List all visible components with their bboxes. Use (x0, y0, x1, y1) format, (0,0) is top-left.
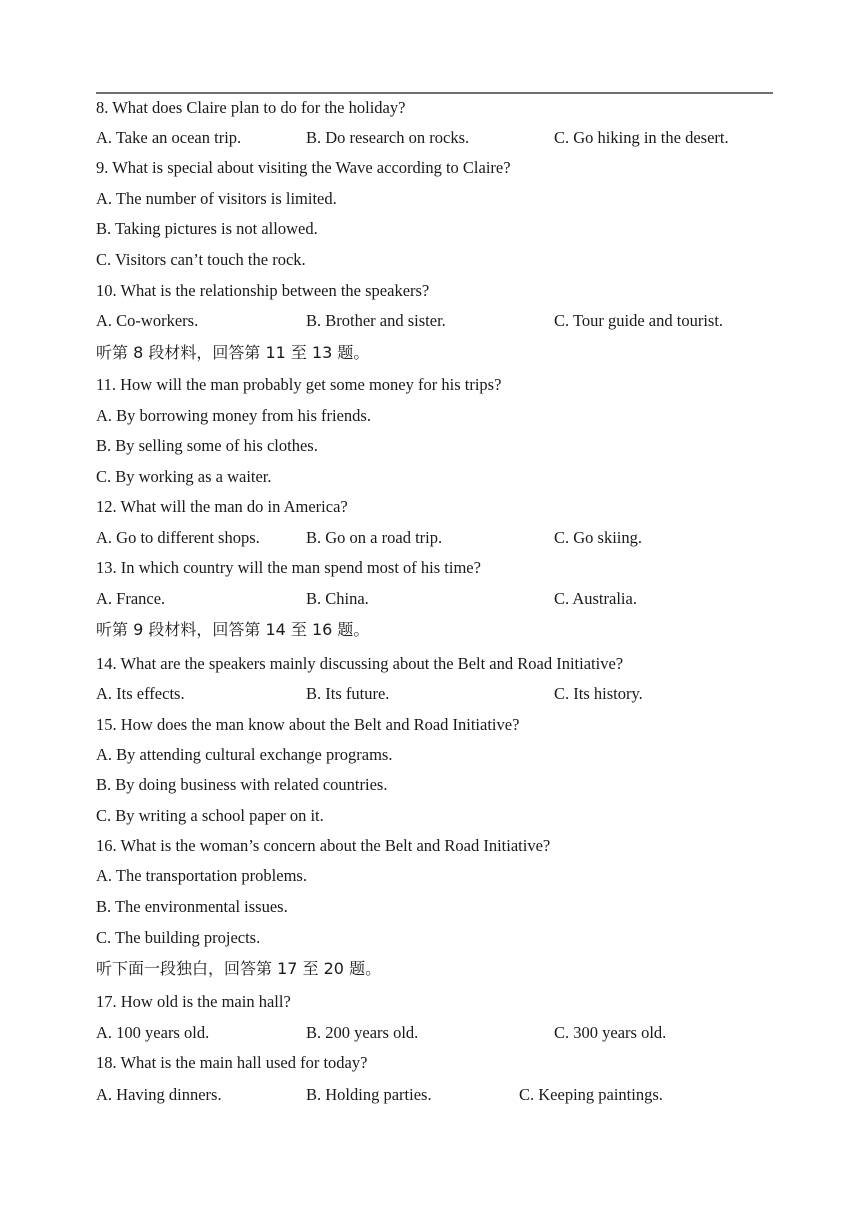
q16-option-c: C. The building projects. (96, 928, 261, 947)
question-14: 14. What are the speakers mainly discussing about the Belt and Road Initiative? (96, 654, 624, 673)
question-8: 8. What does Claire plan to do for the holiday? (96, 98, 406, 117)
q15-option-c: C. By writing a school paper on it. (96, 806, 324, 825)
q11-option-c: C. By working as a waiter. (96, 467, 272, 486)
question-9: 9. What is special about visiting the Wave according to Claire? (96, 158, 511, 177)
q13-option-c: C. Australia. (554, 589, 637, 608)
q10-option-b: B. Brother and sister. (306, 311, 446, 330)
q16-option-b: B. The environmental issues. (96, 897, 288, 916)
question-18: 18. What is the main hall used for today? (96, 1053, 368, 1072)
q9-option-b: B. Taking pictures is not allowed. (96, 219, 318, 238)
q14-option-b: B. Its future. (306, 684, 390, 703)
q10-option-c: C. Tour guide and tourist. (554, 311, 724, 330)
question-10: 10. What is the relationship between the speakers? (96, 281, 430, 300)
section-8-heading: 听第 8 段材料，回答第 11 至 13 题。 (96, 343, 370, 362)
question-11: 11. How will the man probably get some money for his trips? (96, 375, 502, 394)
question-17: 17. How old is the main hall? (96, 992, 291, 1011)
q18-option-a: A. Having dinners. (96, 1085, 222, 1104)
q11-option-b: B. By selling some of his clothes. (96, 436, 318, 455)
question-12: 12. What will the man do in America? (96, 497, 348, 516)
q13-option-b: B. China. (306, 589, 369, 608)
q10-option-a: A. Co-workers. (96, 311, 199, 330)
q12-option-c: C. Go skiing. (554, 528, 643, 547)
q13-option-a: A. France. (96, 589, 166, 608)
q16-option-a: A. The transportation problems. (96, 866, 307, 885)
monologue-heading: 听下面一段独白，回答第 17 至 20 题。 (96, 959, 382, 978)
q15-option-a: A. By attending cultural exchange programs. (96, 745, 393, 764)
q8-option-a: A. Take an ocean trip. (96, 128, 242, 147)
question-13: 13. In which country will the man spend most of his time? (96, 558, 481, 577)
q11-option-a: A. By borrowing money from his friends. (96, 406, 371, 425)
q18-option-b: B. Holding parties. (306, 1085, 432, 1104)
q9-option-c: C. Visitors can’t touch the rock. (96, 250, 306, 269)
q17-option-a: A. 100 years old. (96, 1023, 210, 1042)
q14-option-c: C. Its history. (554, 684, 643, 703)
q17-option-b: B. 200 years old. (306, 1023, 419, 1042)
q8-option-c: C. Go hiking in the desert. (554, 128, 729, 147)
q15-option-b: B. By doing business with related countries. (96, 775, 388, 794)
question-15: 15. How does the man know about the Belt and Road Initiative? (96, 715, 520, 734)
q17-option-c: C. 300 years old. (554, 1023, 667, 1042)
q18-option-c: C. Keeping paintings. (519, 1085, 663, 1104)
q14-option-a: A. Its effects. (96, 684, 185, 703)
section-9-heading: 听第 9 段材料，回答第 14 至 16 题。 (96, 620, 370, 639)
q8-option-b: B. Do research on rocks. (306, 128, 470, 147)
question-16: 16. What is the woman’s concern about the Belt and Road Initiative? (96, 836, 551, 855)
q9-option-a: A. The number of visitors is limited. (96, 189, 337, 208)
q12-option-a: A. Go to different shops. (96, 528, 260, 547)
header-rule (96, 92, 773, 94)
q12-option-b: B. Go on a road trip. (306, 528, 443, 547)
